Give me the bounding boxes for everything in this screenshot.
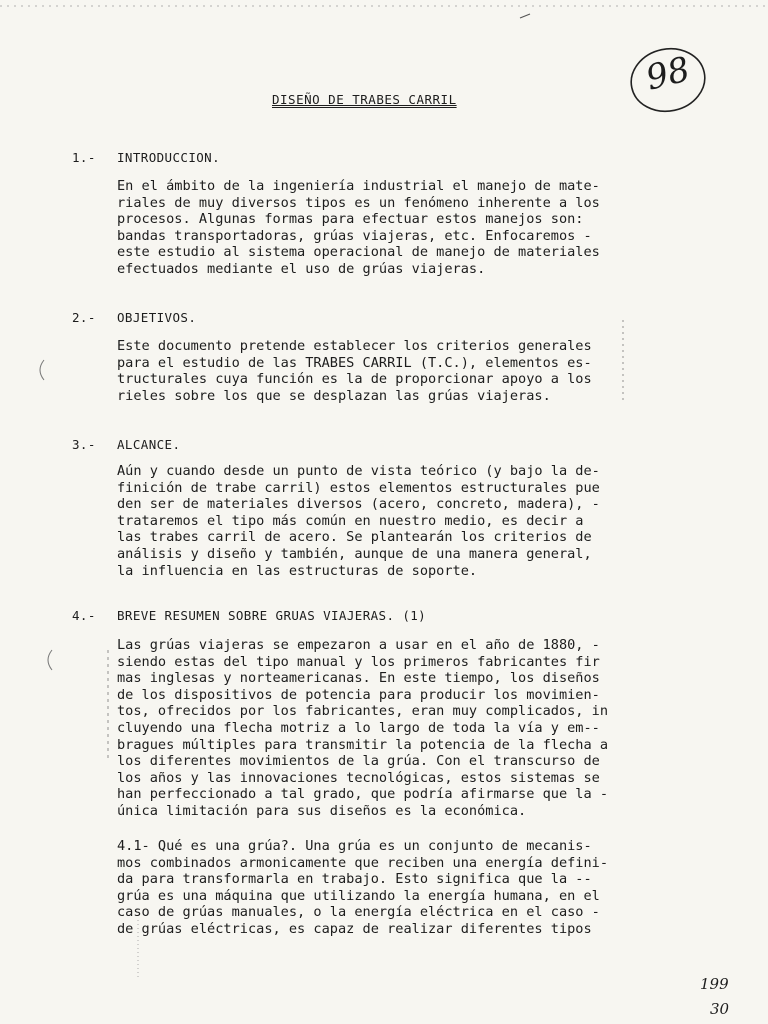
section-number: 1.- [72,150,96,165]
section-title: ALCANCE. [117,437,181,452]
section-title: INTRODUCCION. [117,150,221,165]
page-number-upper: 199 [700,975,729,993]
section-3-body: Aún y cuando desde un punto de vista teórico (y bajo la de- finición de trabe carril) estos elementos estructurales pue den ser de materiales diversos (acero, concreto, madera), - trataremos el tipo más común en nuestro medio, es decir a las trabes carril de acero. Se plantearán los criterios de análisis y diseño y también, aunque de una manera general, la influencia en las estructuras de soporte. [117,463,600,579]
section-2-body: Este documento pretende establecer los criterios generales para el estudio de las TRABES CARRIL (T.C.), elementos es- tructurales cuya función es la de proporcionar apoyo a los rieles sobre los que se desplazan las grúas viajeras. [117,338,592,404]
document-title: DISEÑO DE TRABES CARRIL [272,92,457,107]
subsection-4-1-body: 4.1- Qué es una grúa?. Una grúa es un conjunto de mecanis- mos combinados armonicamente que reciben una energía defini- da para transformarla en trabajo. Esto significa que la -- grúa es una máquina que utilizando la energía humana, en el caso de grúas manuales, o la energía eléctrica en el caso - de grúas eléctricas, es capaz de realizar diferentes tipos [117,838,609,937]
section-1-body: En el ámbito de la ingeniería industrial el manejo de mate- riales de muy diversos tipos es un fenómeno inherente a los procesos. Algunas formas para efectuar estos manejos son: bandas transportadoras, grúas viajeras, etc. Enfocaremos - este estudio al sistema operacional de manejo de materiales efectuados mediante el uso de grúas viajeras. [117,178,600,277]
section-4-body: Las grúas viajeras se empezaron a usar en el año de 1880, - siendo estas del tipo manual y los primeros fabricantes fir mas inglesas y norteamericanas. En este tiempo, los diseños de los dispositivos de potencia para producir los movimien- tos, ofrecidos por los fabricantes, eran muy complicados, in cluyendo una flecha motriz a lo largo de toda la vía y em-- bragues múltiples para transmitir la potencia de la flecha a los diferentes movimientos de la grúa. Con el transcurso de los años y las innovaciones tecnológicas, estos sistemas se han perfeccionado a tal grado, que podría afirmarse que la - única limitación para sus diseños es la económica. [117,637,609,819]
section-number: 3.- [72,437,96,452]
section-title: BREVE RESUMEN SOBRE GRUAS VIAJERAS. (1) [117,608,427,623]
page-number-lower: 30 [710,1000,730,1018]
handwritten-stamp [628,44,708,114]
section-number: 2.- [72,310,96,325]
section-number: 4.- [72,608,96,623]
section-title: OBJETIVOS. [117,310,197,325]
stamp-number: 98 [642,49,694,99]
